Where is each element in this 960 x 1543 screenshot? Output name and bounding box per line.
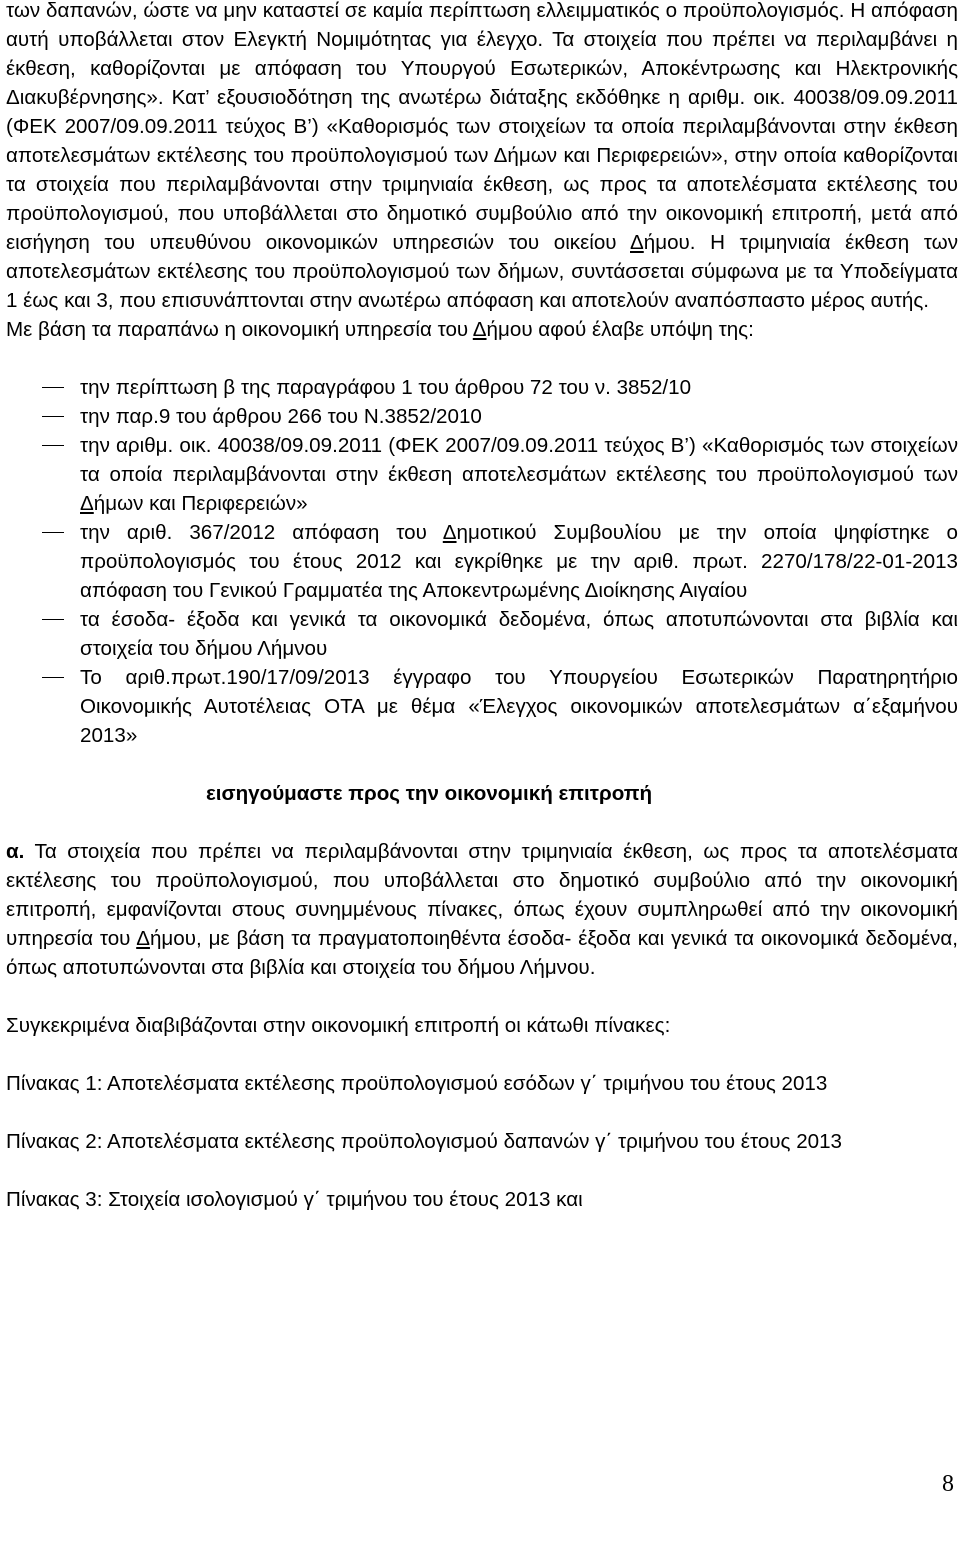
- list-item-text: την αριθμ. οικ. 40038/09.09.2011 (ΦΕΚ 2007/09.09.2011 τεύχος Β’) «Καθορισμός των στοιχείων τα οποία περιλαμβάνονται στην έκθεση αποτελεσμάτων εκτέλεσης του προϋπολογισμού των: [80, 434, 958, 486]
- intro-text: των δαπανών, ώστε να μην καταστεί σε καμία περίπτωση ελλειμματικός ο προϋπολογισμός. Η απόφαση αυτή υποβάλλεται στον Ελεγκτή Νομιμότητας για έλεγχο. Τα στοιχεία που πρέπει να περιλαμβάνει η έκθεση, καθορίζονται με απόφαση του Υπουργού Εσωτερικών, Αποκέντρωσης και Ηλεκτρονικής Διακυβέρνησης». Κατ’ εξουσιοδότηση της ανωτέρω διάταξης εκδόθηκε η αριθμ. οικ. 40038/09.09.2011 (ΦΕΚ 2007/09.09.2011 τεύχος Β’) «Καθορισμός των στοιχείων τα οποία περιλαμβάνονται στην έκθεση αποτελεσμάτων εκτέλεσης του προϋπολογισμού των Δήμων και Περιφερειών», στην οποία καθορίζονται τα στοιχεία που περιλαμβάνονται στην τριμηνιαία έκθεση, ως προς τα αποτελέσματα εκτέλεσης του προϋπολογισμού, που υποβάλλεται στο δημοτικό συμβούλιο από την οικονομική επιτροπή, μετά από εισήγηση του υπευθύνου οικονομικών υπηρεσιών του οικείου: [6, 0, 958, 254]
- list-item: [6, 402, 958, 431]
- spacer: [6, 982, 958, 1011]
- dash-bullet-icon: [42, 677, 64, 678]
- dash-bullet-icon: [42, 532, 64, 533]
- point-a-paragraph: [6, 837, 958, 982]
- proposal-heading: εισηγούμαστε προς την οικονομική επιτροπή: [206, 782, 653, 805]
- basis-paragraph: [6, 315, 958, 344]
- list-item-text: την αριθ. 367/2012 απόφαση του: [80, 521, 443, 544]
- list-item-text: Το αριθ.πρωτ.190/17/09/2013 έγγραφο του Υπουργείου Εσωτερικών Παρατηρητήριο Οικονομικής Αυτοτέλειας ΟΤΑ με θέμα «Έλεγχος οικονομικών αποτελεσμάτων α΄εξαμήνου 2013»: [80, 666, 958, 747]
- basis-text: Με βάση τα παραπάνω η οικονομική υπηρεσία του: [6, 318, 473, 341]
- dash-bullet-icon: [42, 387, 64, 388]
- point-a-text-end: ήμου, με βάση τα πραγματοποιηθέντα έσοδα- έξοδα και γενικά τα οικονομικά δεδομένα, όπως αποτυπώνονται στα βιβλία και στοιχεία του δήμου Λήμνου.: [6, 927, 958, 979]
- list-item: [6, 605, 958, 663]
- intro-text-end: ήμου. Η τριμηνιαία έκθεση των αποτελεσμάτων εκτέλεσης του προϋπολογισμού των δήμων, συντάσσεται σύμφωνα με τα Υποδείγματα 1 έως και 3, που επισυνάπτονται στην ανωτέρω απόφαση και αποτελούν αναπόσπαστο μέρος αυτής.: [6, 231, 958, 312]
- spacer: [6, 1040, 958, 1069]
- list-item: [6, 663, 958, 750]
- point-a-underlined-letter: Δ: [136, 927, 150, 950]
- point-a-text: Τα στοιχεία που πρέπει να περιλαμβάνονται στην τριμηνιαία έκθεση, ως προς τα αποτελέσματα εκτέλεσης του προϋπολογισμού, που υποβάλλεται στο δημοτικό συμβούλιο από την οικονομική επιτροπή, εμφανίζονται στους συνημμένους πίνακες, όπως έχουν συμπληρωθεί από την οικονομική υπηρεσία του: [6, 840, 958, 950]
- list-item: [6, 373, 958, 402]
- spacer: [6, 1098, 958, 1127]
- spacer: [6, 1156, 958, 1185]
- list-item-text-end: ημοτικού Συμβουλίου με την οποία ψηφίστηκε ο προϋπολογισμός του έτους 2012 και εγκρίθηκε με την αριθ. πρωτ. 2270/178/22-01-2013 απόφαση του Γενικού Γραμματέα της Αποκεντρωμένης Διοίκησης Αιγαίου: [80, 521, 958, 602]
- list-item-text: την περίπτωση β της παραγράφου 1 του άρθρου 72 του ν. 3852/10: [80, 376, 692, 399]
- spacer: [6, 750, 958, 779]
- tables-intro: Συγκεκριμένα διαβιβάζονται στην οικονομική επιτροπή οι κάτωθι πίνακες:: [6, 1014, 671, 1037]
- table-2-caption: Πίνακας 2: Αποτελέσματα εκτέλεσης προϋπολογισμού δαπανών γ΄ τριμήνου του έτους 2013: [6, 1130, 843, 1153]
- basis-underlined-letter: Δ: [472, 318, 487, 341]
- point-a-label: α.: [6, 840, 25, 863]
- dash-bullet-icon: [42, 416, 64, 417]
- list-item-text: τα έσοδα- έξοδα και γενικά τα οικονομικά δεδομένα, όπως αποτυπώνονται στα βιβλία και στοιχεία του δήμου Λήμνου: [80, 608, 958, 660]
- list-item: [6, 431, 958, 518]
- spacer: [6, 344, 958, 373]
- table-3-caption: Πίνακας 3: Στοιχεία ισολογισμού γ΄ τριμήνου του έτους 2013 και: [6, 1188, 583, 1211]
- intro-underlined-letter: Δ: [630, 231, 644, 254]
- basis-text-end: ήμου αφού έλαβε υπόψη της:: [486, 318, 754, 341]
- list-item-underlined: Δ: [80, 492, 94, 515]
- list-item-text: την παρ.9 του άρθρου 266 του Ν.3852/2010: [80, 405, 482, 428]
- page-number: 8: [942, 1471, 954, 1497]
- document-page: [6, 0, 958, 1214]
- list-item-text-end: ήμων και Περιφερειών»: [93, 492, 308, 515]
- dash-bullet-icon: [42, 619, 64, 620]
- spacer: [6, 808, 958, 837]
- list-item-underlined: Δ: [442, 521, 457, 544]
- dash-bullet-icon: [42, 445, 64, 446]
- list-item: [6, 518, 958, 605]
- considerations-list: [6, 373, 958, 750]
- intro-paragraph: [6, 0, 958, 315]
- table-1-caption: Πίνακας 1: Αποτελέσματα εκτέλεσης προϋπολογισμού εσόδων γ΄ τριμήνου του έτους 2013: [6, 1072, 828, 1095]
